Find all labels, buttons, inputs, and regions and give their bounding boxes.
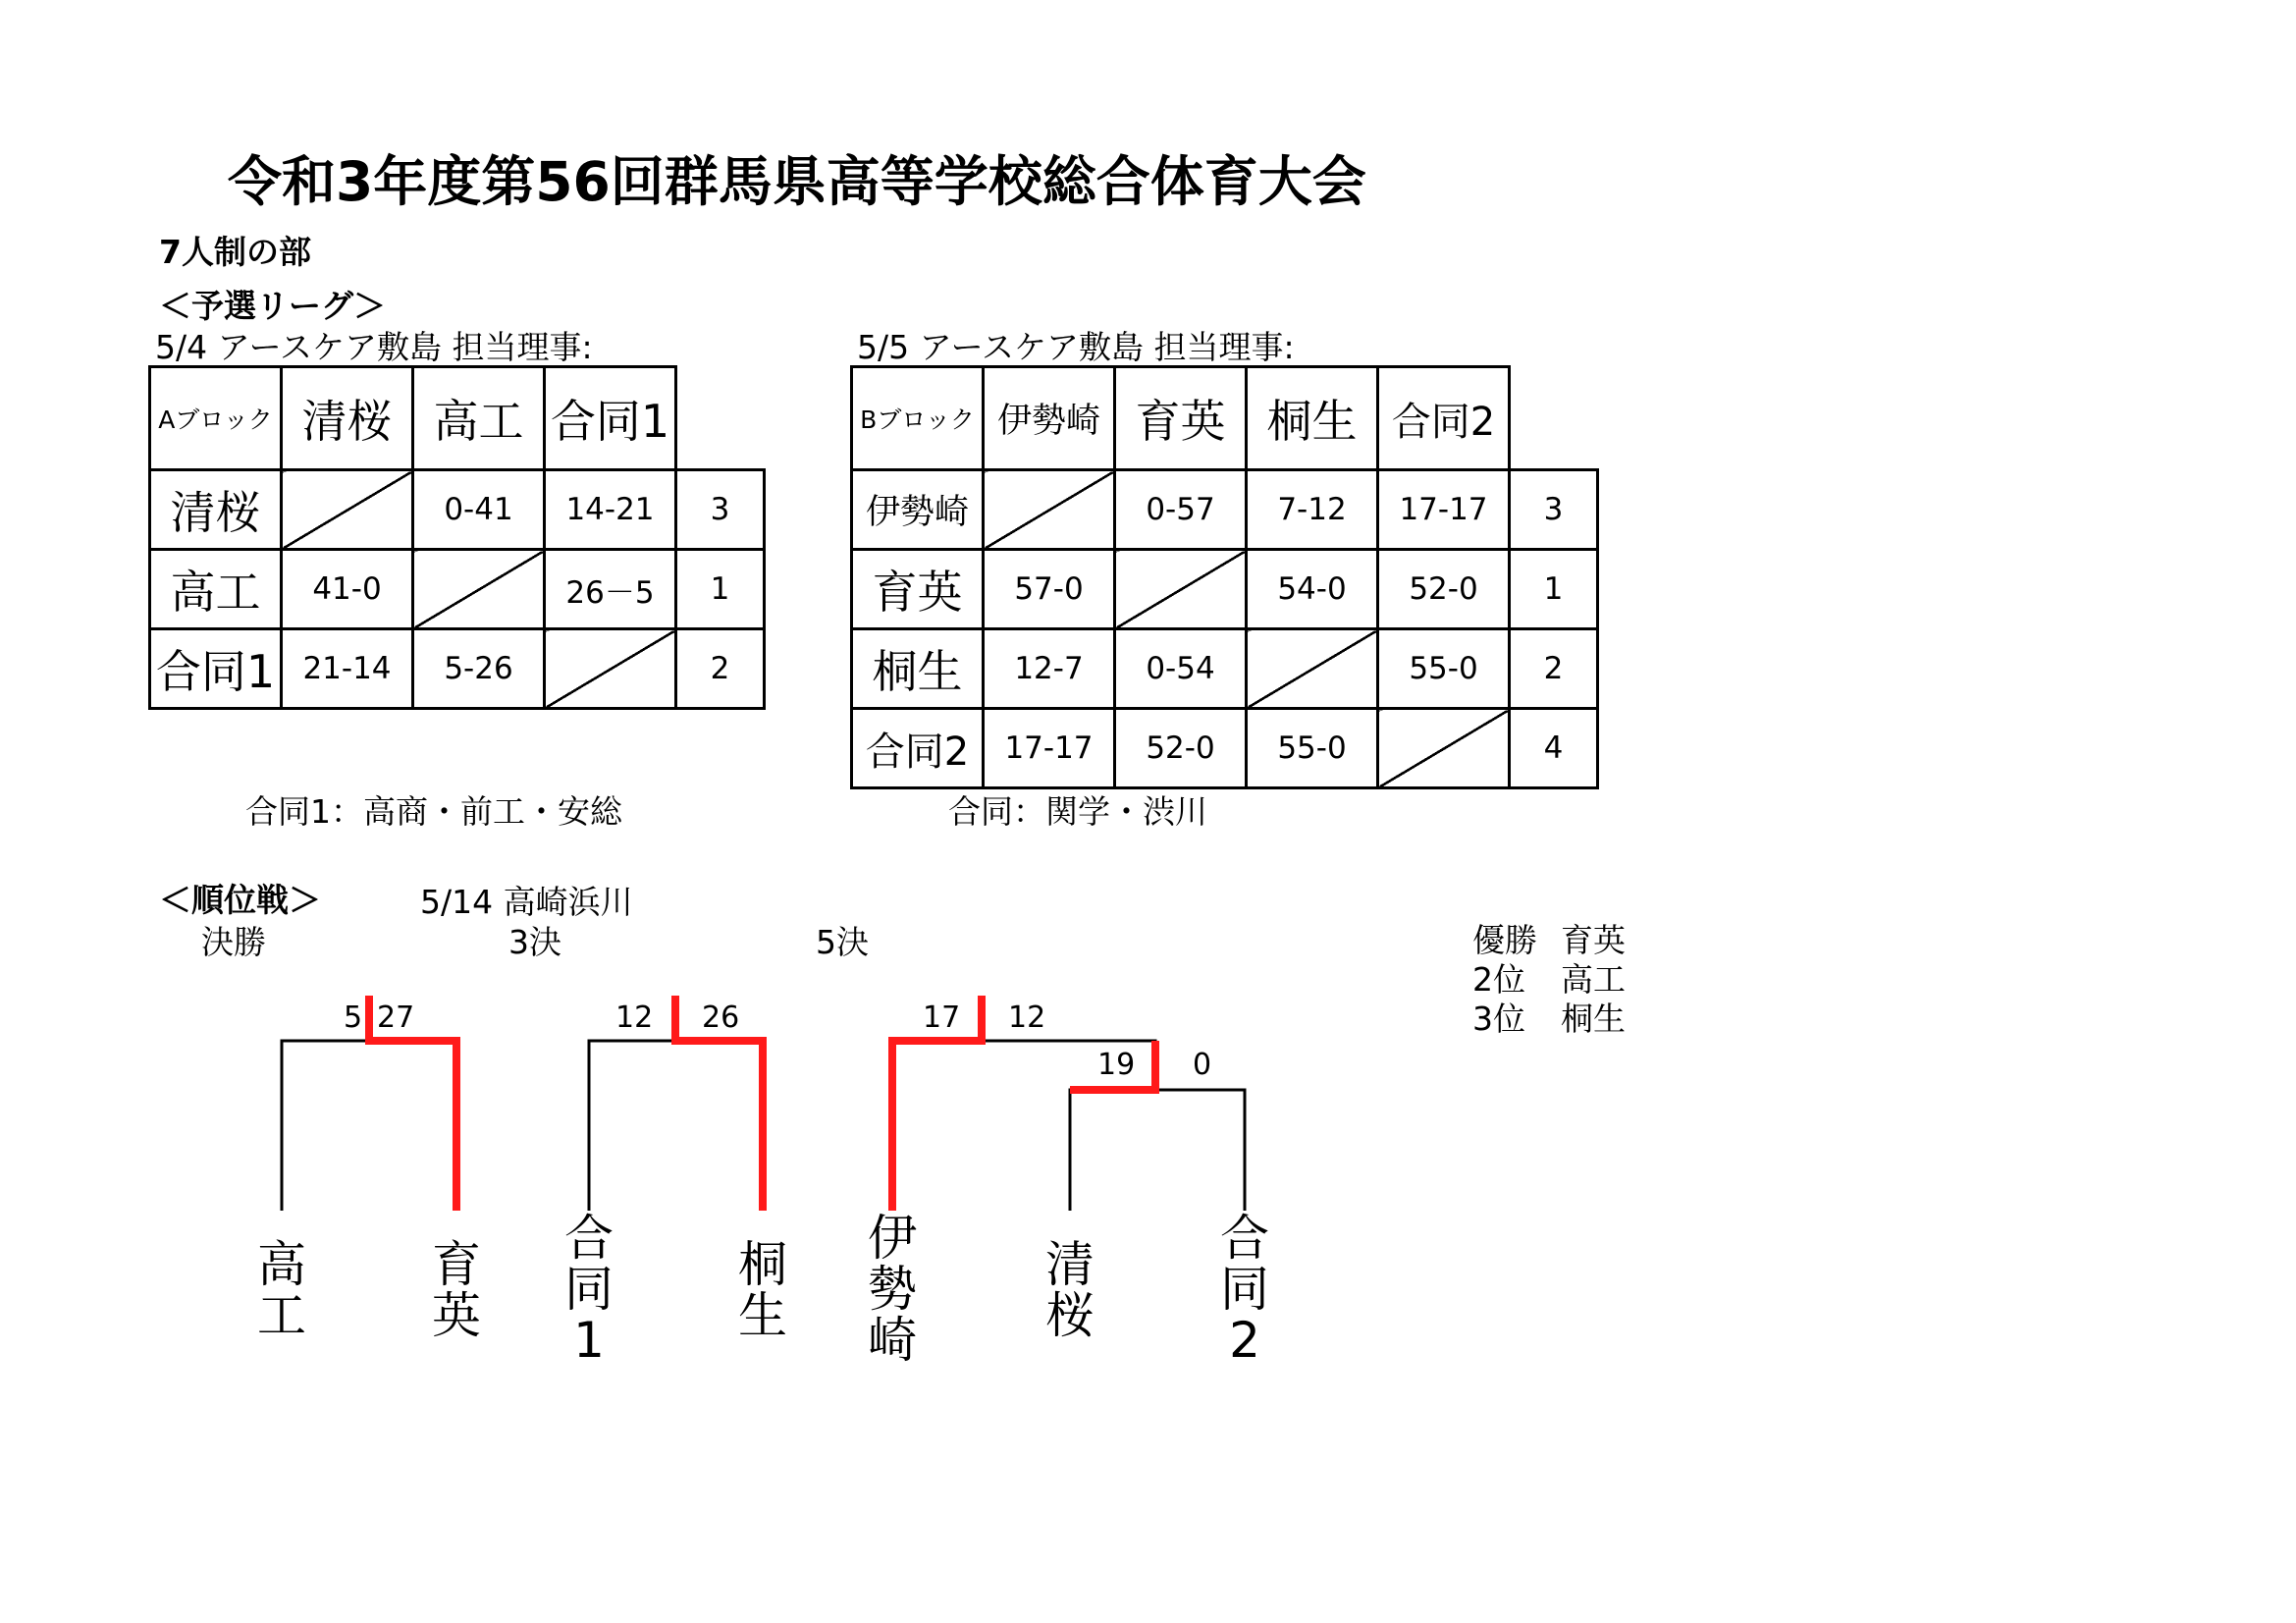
fifth-semi-left-line bbox=[1070, 1090, 1155, 1211]
third-right-team: 桐生 bbox=[738, 1236, 787, 1344]
block-b-note: 合同：関学・渋川 bbox=[948, 792, 1207, 831]
col-header: 清桜 bbox=[282, 367, 413, 470]
result-place: 3位 bbox=[1472, 1000, 1525, 1038]
ranking-heading: ＜順位戦＞ bbox=[159, 881, 321, 919]
fifth-label: 5決 bbox=[816, 923, 869, 961]
rank-cell: 3 bbox=[1510, 470, 1598, 550]
block-a-note: 合同1：高商・前工・安総 bbox=[245, 792, 622, 831]
row-header: 高工 bbox=[150, 550, 282, 629]
result-team: 育英 bbox=[1561, 921, 1626, 959]
fifth-semi-right-score: 0 bbox=[1193, 1048, 1212, 1082]
col-header: 伊勢崎 bbox=[984, 367, 1115, 470]
rank-cell: 1 bbox=[676, 550, 765, 629]
result-team: 桐生 bbox=[1561, 1000, 1626, 1038]
block-a-info: 5/4 アースケア敷島 担当理事: bbox=[155, 328, 593, 366]
col-header: 高工 bbox=[413, 367, 545, 470]
col-header: 育英 bbox=[1115, 367, 1247, 470]
division-label: 7人制の部 bbox=[159, 233, 311, 271]
final-right-team: 育英 bbox=[432, 1236, 481, 1344]
fifth-semi-right-team: 合同2 bbox=[1220, 1210, 1269, 1369]
row-header: 合同2 bbox=[852, 709, 984, 788]
score-cell: 0-54 bbox=[1115, 629, 1247, 709]
col-header: 合同2 bbox=[1378, 367, 1510, 470]
ranking-info: 5/14 高崎浜川 bbox=[420, 883, 633, 921]
col-header: 合同1 bbox=[545, 367, 676, 470]
score-cell: 55-0 bbox=[1247, 709, 1378, 788]
final-label: 決勝 bbox=[201, 923, 266, 961]
third-left-score: 12 bbox=[615, 1001, 654, 1035]
score-cell: 52-0 bbox=[1378, 550, 1510, 629]
score-cell: 12-7 bbox=[984, 629, 1115, 709]
score-cell: 14-21 bbox=[545, 470, 676, 550]
row-header: 桐生 bbox=[852, 629, 984, 709]
block-b-info: 5/5 アースケア敷島 担当理事: bbox=[857, 328, 1295, 366]
row-header: 清桜 bbox=[150, 470, 282, 550]
block-b-corner: Bブロック bbox=[852, 367, 984, 470]
score-cell: 21-14 bbox=[282, 629, 413, 709]
row-header: 育英 bbox=[852, 550, 984, 629]
score-cell: 55-0 bbox=[1378, 629, 1510, 709]
final-left-team: 高工 bbox=[257, 1236, 306, 1344]
score-cell: 57-0 bbox=[984, 550, 1115, 629]
score-cell: 0-57 bbox=[1115, 470, 1247, 550]
third-label: 3決 bbox=[508, 923, 561, 961]
row-header: 伊勢崎 bbox=[852, 470, 984, 550]
result-place: 2位 bbox=[1472, 960, 1525, 999]
row-header: 合同1 bbox=[150, 629, 282, 709]
result-team: 高工 bbox=[1561, 960, 1626, 999]
rank-cell: 2 bbox=[676, 629, 765, 709]
fifth-semi-right-line bbox=[1155, 1090, 1245, 1211]
third-left-team: 合同1 bbox=[564, 1210, 614, 1369]
third-left-line bbox=[589, 1041, 675, 1211]
score-cell: 52-0 bbox=[1115, 709, 1247, 788]
col-header: 桐生 bbox=[1247, 367, 1378, 470]
league-heading: ＜予選リーグ＞ bbox=[159, 287, 386, 325]
fifth-semi-left-team: 清桜 bbox=[1045, 1236, 1095, 1344]
page-title: 令和3年度第56回群馬県高等学校総合体育大会 bbox=[228, 150, 1366, 213]
rank-cell: 3 bbox=[676, 470, 765, 550]
score-cell: 41-0 bbox=[282, 550, 413, 629]
fifth-left-score: 17 bbox=[923, 1001, 961, 1035]
score-cell: 17-17 bbox=[984, 709, 1115, 788]
final-left-score: 5 bbox=[344, 1001, 363, 1035]
score-cell: 7-12 bbox=[1247, 470, 1378, 550]
rank-cell: 4 bbox=[1510, 709, 1598, 788]
final-left-line bbox=[282, 1041, 369, 1211]
fifth-semi-left-score: 19 bbox=[1097, 1048, 1136, 1082]
score-cell: 26－5 bbox=[545, 550, 676, 629]
final-right-score: 27 bbox=[377, 1001, 415, 1035]
score-cell: 0-41 bbox=[413, 470, 545, 550]
block-a-corner: Aブロック bbox=[150, 367, 282, 470]
fifth-right-score: 12 bbox=[1008, 1001, 1046, 1035]
third-right-score: 26 bbox=[702, 1001, 740, 1035]
score-cell: 17-17 bbox=[1378, 470, 1510, 550]
rank-cell: 1 bbox=[1510, 550, 1598, 629]
score-cell: 54-0 bbox=[1247, 550, 1378, 629]
score-cell: 5-26 bbox=[413, 629, 545, 709]
result-place: 優勝 bbox=[1472, 921, 1537, 959]
fifth-left-team: 伊勢崎 bbox=[868, 1210, 917, 1369]
rank-cell: 2 bbox=[1510, 629, 1598, 709]
